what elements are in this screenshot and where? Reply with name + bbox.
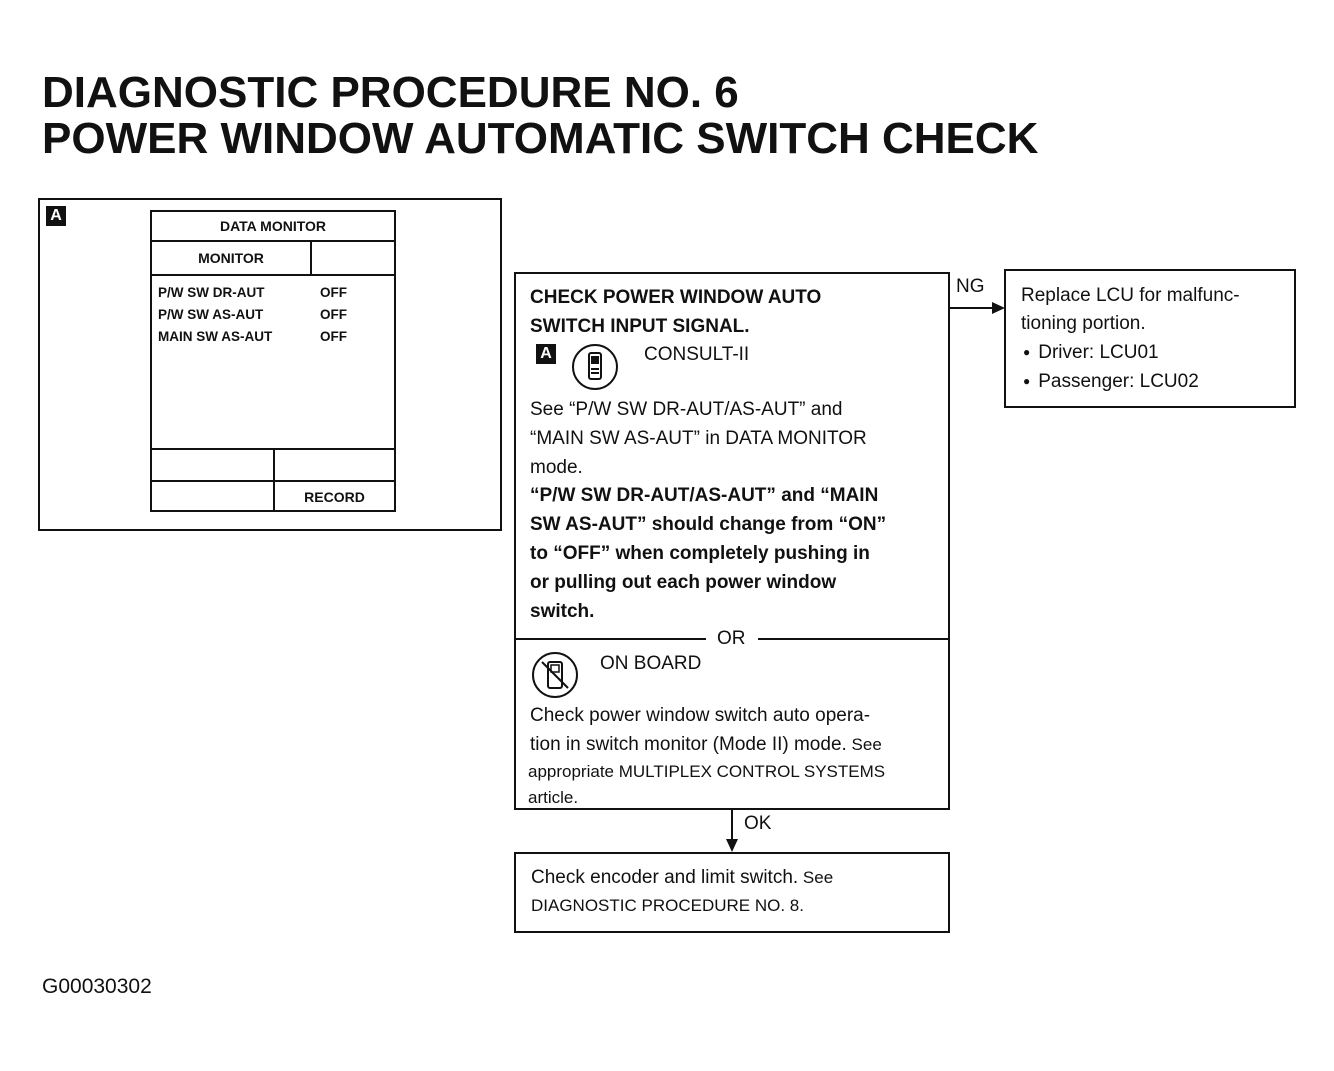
onboard-line-main: tion in switch monitor (Mode II) mode. [530, 734, 847, 755]
monitor-row [158, 307, 347, 322]
ng-bullet: ● Passenger: LCU02 [1023, 367, 1199, 398]
ng-arrow-line [950, 307, 994, 309]
onboard-line-see: See [846, 735, 882, 754]
ok-result-box [514, 852, 950, 933]
ok-line [531, 863, 833, 892]
or-divider-right [758, 638, 948, 640]
expect-line: or pulling out each power window [530, 572, 837, 593]
monitor-row [158, 329, 347, 344]
expect-line: to “OFF” when completely pushing in [530, 543, 870, 564]
monitor-row-label: P/W SW AS-AUT [158, 307, 264, 322]
ok-line: DIAGNOSTIC PROCEDURE NO. 8. [531, 896, 804, 915]
monitor-row-value: OFF [320, 285, 347, 300]
monitor-row [158, 285, 347, 300]
ng-line: tioning portion. [1021, 313, 1146, 334]
onboard-line [530, 730, 882, 759]
monitor-label: MONITOR [152, 242, 312, 276]
expect-line: “P/W SW DR-AUT/AS-AUT” and “MAIN [530, 485, 879, 506]
on-board-label: ON BOARD [600, 653, 702, 674]
or-divider-left [516, 638, 706, 640]
onboard-line: appropriate MULTIPLEX CONTROL SYSTEMS [528, 762, 886, 781]
consult-label: CONSULT-II [644, 344, 750, 365]
monitor-row-value: OFF [320, 329, 347, 344]
consult-badge: A [536, 344, 556, 364]
ng-label: NG [956, 276, 985, 297]
title-line-1: DIAGNOSTIC PROCEDURE NO. 6 [42, 68, 739, 117]
check-heading-line2: SWITCH INPUT SIGNAL. [530, 316, 750, 337]
see-line: mode. [530, 457, 583, 478]
panel-badge: A [46, 206, 66, 226]
figure-id: G00030302 [42, 975, 152, 998]
title-line-2: POWER WINDOW AUTOMATIC SWITCH CHECK [42, 114, 1039, 163]
see-line: See “P/W SW DR-AUT/AS-AUT” and [530, 399, 843, 420]
ok-line-main: Check encoder and limit switch. [531, 867, 799, 888]
onboard-line: Check power window switch auto opera- [530, 705, 871, 726]
record-button[interactable]: RECORD [304, 489, 365, 505]
consult-tester-icon [572, 344, 618, 390]
onboard-line: article. [528, 788, 579, 807]
ok-arrow-line [731, 810, 733, 842]
monitor-row-value: OFF [320, 307, 347, 322]
ok-line-see: See [798, 868, 834, 887]
monitor-row-label: MAIN SW AS-AUT [158, 329, 273, 344]
monitor-blank-cell [312, 242, 394, 276]
expect-line: switch. [530, 601, 595, 622]
check-box [514, 272, 950, 810]
ng-bullet: ● Driver: LCU01 [1023, 338, 1159, 369]
ng-line: Replace LCU for malfunc- [1021, 285, 1240, 306]
ng-result-box [1004, 269, 1296, 408]
check-heading-line1: CHECK POWER WINDOW AUTO [530, 287, 822, 308]
expect-line: SW AS-AUT” should change from “ON” [530, 514, 887, 535]
monitor-row-label: P/W SW DR-AUT [158, 285, 265, 300]
screen-header: DATA MONITOR [152, 212, 394, 242]
ok-label: OK [744, 813, 772, 834]
ok-arrowhead-icon [725, 839, 739, 853]
or-label: OR [717, 628, 746, 649]
data-monitor-screen [150, 210, 396, 512]
data-monitor-panel [38, 198, 502, 531]
see-line: “MAIN SW AS-AUT” in DATA MONITOR [530, 428, 867, 449]
on-board-icon [532, 652, 578, 698]
